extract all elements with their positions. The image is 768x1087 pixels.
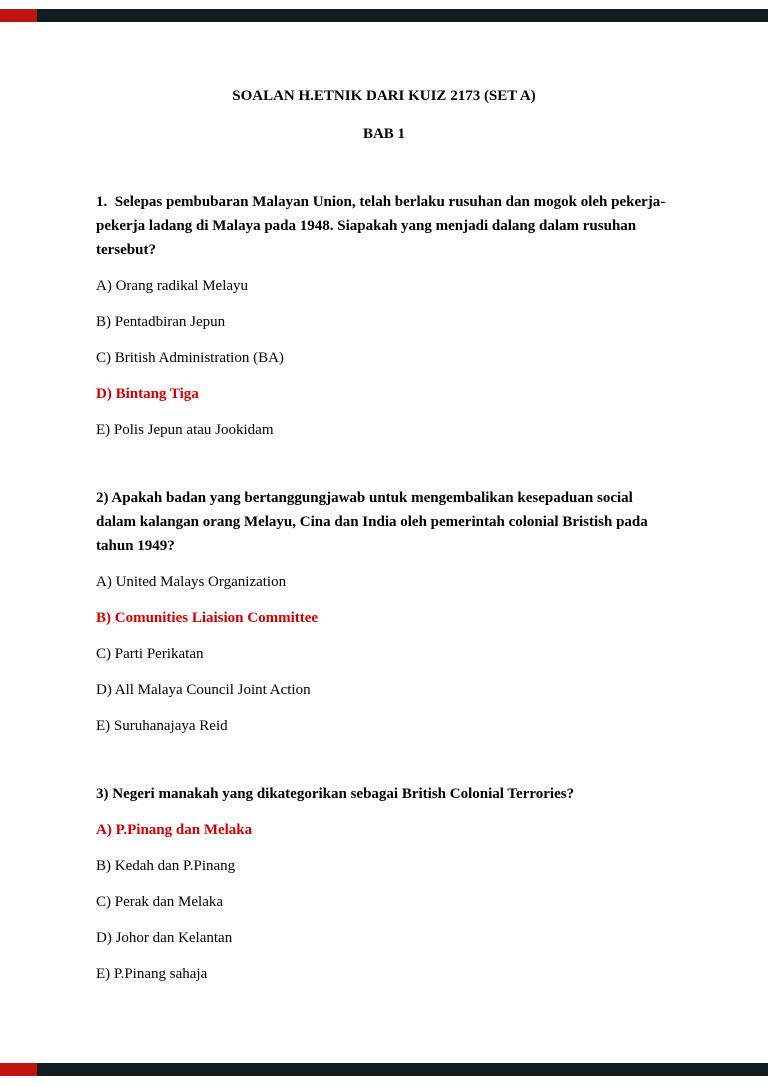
document-subtitle: BAB 1 [362,126,406,142]
answer-option: A) Orang radikal Melayu [96,278,249,294]
answer-option: D) Johor dan Kelantan [96,930,233,946]
answer-option: E) Polis Jepun atau Jookidam [96,422,274,438]
document-title: SOALAN H.ETNIK DARI KUIZ 2173 (SET A) [232,88,536,104]
answer-option: D) All Malaya Council Joint Action [96,682,311,698]
answer-option: A) United Malays Organization [96,574,287,590]
answer-option: E) Suruhanajaya Reid [96,718,228,734]
question-text: 1. Selepas pembubaran Malayan Union, telah berlaku rusuhan dan mogok oleh pekerja-pekerja ladang di Malaya pada 1948. Siapakah yang menjadi dalang dalam rusuhan tersebut? [96,194,666,258]
question-text: 3) Negeri manakah yang dikategorikan sebagai British Colonial Terrories? [96,786,575,802]
answer-option: C) Perak dan Melaka [96,894,224,910]
question-block-1 [96,190,672,440]
answer-option: C) Parti Perikatan [96,646,204,662]
question-text: 2) Apakah badan yang bertanggungjawab untuk mengembalikan kesepaduan social dalam kalangan orang Melayu, Cina dan India oleh pemerintah colonial Bristish pada tahun 1949? [96,490,652,554]
answer-option: C) British Administration (BA) [96,350,284,366]
answer-option: A) P.Pinang dan Melaka [96,822,253,838]
answer-option: B) Pentadbiran Jepun [96,314,226,330]
bottom-decorative-bar [0,1063,768,1076]
answer-option: B) Kedah dan P.Pinang [96,858,236,874]
answer-option: D) Bintang Tiga [96,386,199,402]
question-block-3 [96,782,672,984]
question-block-2 [96,486,672,736]
bottom-decorative-accent [0,1063,37,1076]
answer-option: B) Comunities Liaision Committee [96,610,319,626]
answer-option: E) P.Pinang sahaja [96,966,208,982]
